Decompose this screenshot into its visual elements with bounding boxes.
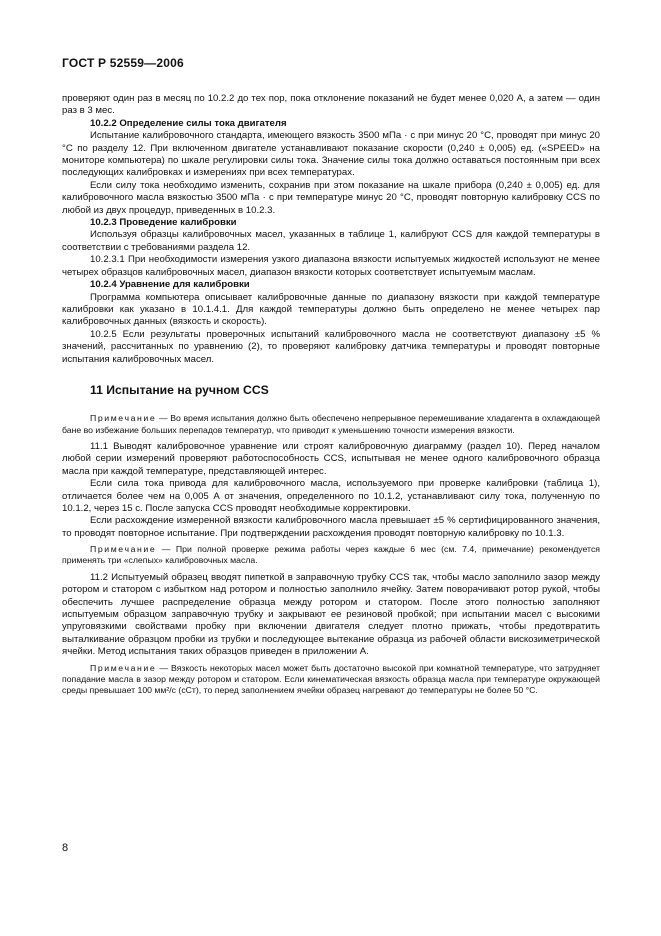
note-text: — Вязкость некоторых масел может быть достаточно высокой при комнатной температуре, что затрудняет попадание масла в зазор между ротором и статором. Если кинематическая вязкость образца масла при температуре окружающей среды превышает 100 мм²/с (сСт), то перед заполнением ячейки образец нагревают до температуры не более 50 °С. [62, 662, 600, 696]
note-paragraph [62, 413, 600, 436]
subsection-heading: 10.2.4 Уравнение для калибровки [90, 279, 250, 291]
note-paragraph [62, 544, 600, 567]
section-heading: 11 Испытание на ручном CCS [90, 382, 269, 397]
paragraph: проверяют один раз в месяц по 10.2.2 до тех пор, пока отклонение показаний не будет менее 0,020 А, а затем — один раз в 3 мес. [62, 93, 600, 117]
note-label: Примечание [90, 544, 157, 555]
paragraph: Программа компьютера описывает калибровочные данные по диапазону вязкости при каждой температуре калибровки как указано в 10.1.4.1. Для каждой температуры должно быть определено не менее четырех пар калибровочных данных (вязкость и скорость). [62, 291, 600, 328]
subsection-heading: 10.2.2 Определение силы тока двигателя [90, 117, 287, 129]
paragraph: Если расхождение измеренной вязкости калибровочного масла превышает ±5 % сертифицированного значения, то проводят повторное испытание. При подтверждении расхождения проводят повторную калибровку по 10.1.3. [62, 515, 600, 539]
document-body [62, 93, 600, 702]
note-label: Примечание [90, 413, 157, 424]
note-label: Примечание [90, 662, 157, 673]
paragraph: 10.2.3.1 При необходимости измерения узкого диапазона вязкости испытуемых жидкостей используют не менее четырех образцов калибровочных масел, диапазон вязкости которых соответствует испытуемым маслам. [62, 254, 600, 278]
page-number: 8 [62, 842, 69, 854]
paragraph: Используя образцы калибровочных масел, указанных в таблице 1, калибруют CCS для каждой температуры в соответствии с требованиями раздела 12. [62, 229, 600, 253]
document-header: ГОСТ Р 52559—2006 [62, 56, 184, 70]
subsection-heading: 10.2.3 Проведение калибровки [90, 217, 237, 229]
paragraph: Если сила тока привода для калибровочного масла, используемого при проверке калибровки (таблица 1), отличается более чем на 0,005 А от значения, определенного по 10.1.2, устанавливают силу тока, полученную по 10.1.2, через 15 с. После запуска CCS проводят необходимые корректировки. [62, 478, 600, 514]
note-text: — Во время испытания должно быть обеспечено непрерывное перемешивание хладагента в охлаждающей бане во избежание больших перепадов температур, что приводит к уменьшению точности измерения вязкости. [62, 413, 600, 435]
paragraph: 11.2 Испытуемый образец вводят пипеткой в заправочную трубку CCS так, чтобы масло заполнило зазор между ротором и статором с избытком над ротором и полностью заполнило ячейку. Затем поворачивают ротор рукой, чтобы обеспечить лучшее распределение образца между ротором и статором. После этого полностью заполняют испытуемым образцом заправочную трубку и закрывают ее резиновой пробкой; при испытании масел с высокими упруговязкими свойствами пробку при включении двигателя следует плотно прижать, чтобы предотвратить выталкивание образцом пробки из трубки и последующее вытекание образца из рабочей области вискозиметрической ячейки. Метод испытания таких образцов приведен в приложении А. [62, 571, 600, 658]
note-paragraph [62, 663, 600, 697]
note-text: — При полной проверке режима работы через каждые 6 мес (см. 7.4, примечание) рекомендуется применять три «слепых» калибровочных масла. [62, 544, 600, 566]
paragraph: Испытание калибровочного стандарта, имеющего вязкость 3500 мПа · с при минус 20 °С, проводят при минус 20 °С по разделу 12. При включенном двигателе устанавливают показание скорости (0,240 ± 0,005) ед. («SPEED» на мониторе компьютера) по шкале регулировки силы тока. Значение силы тока должно оставаться постоянным при всех последующих калибровках и измерениях при всех температурах. [62, 130, 600, 179]
paragraph: 10.2.5 Если результаты проверочных испытаний калибровочного масла не соответствуют диапазону ±5 % значений, рассчитанных по уравнению (2), то проверяют калибровку датчика температуры и проводят повторные испытания калибровочных масел. [62, 328, 600, 365]
paragraph: 11.1 Выводят калибровочное уравнение или строят калибровочную диаграмму (раздел 10). Перед началом любой серии измерений проверяют работоспособность CCS, испытывая не менее одного калибровочного образца масла при каждой температуре, представляющей интерес. [62, 440, 600, 477]
paragraph: Если силу тока необходимо изменить, сохранив при этом показание на шкале прибора (0,240 ± 0,005) ед. для калибровочного масла вязкостью 3500 мПа · с при температуре минус 20 °С, проводят повторную калибровку CCS по любой из двух процедур, приведенных в 10.2.3. [62, 179, 600, 216]
